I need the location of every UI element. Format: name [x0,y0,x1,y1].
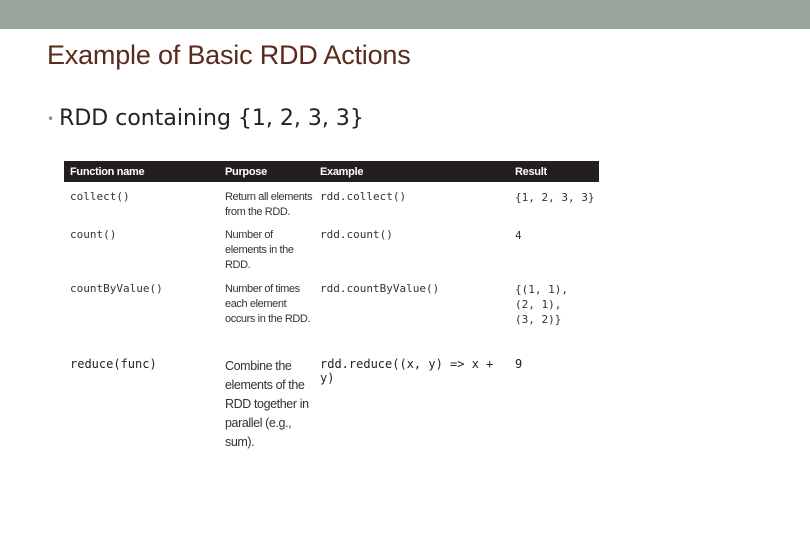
function-name-cell: collect() [70,190,130,203]
function-name-cell: countByValue() [70,282,163,295]
function-name-cell: count() [70,228,117,241]
example-cell: rdd.collect() [320,190,407,203]
result-cell: 9 [515,357,523,371]
header-result: Result [509,161,599,182]
purpose-cell: Return all elements from the RDD. [225,191,313,218]
slide-title: Example of Basic RDD Actions [47,40,411,70]
header-purpose: Purpose [219,161,314,182]
table-row [64,182,599,220]
purpose-cell: Number of elements in the RDD. [225,229,294,271]
result-cell: {1, 2, 3, 3} [515,191,595,204]
function-name-cell: reduce(func) [70,357,157,371]
example-cell: rdd.reduce((x, y) => x + y) [320,357,494,385]
example-cell: rdd.count() [320,228,393,241]
bullet-point [47,106,364,131]
table-row [64,349,599,452]
table-row [64,220,599,274]
result-cell: {(1, 1), (2, 1), (3, 2)} [515,283,568,326]
header-function-name: Function name [64,161,219,182]
table-header-row [64,161,599,182]
bullet-dot-icon: • [47,112,55,126]
example-cell: rdd.countByValue() [320,282,440,295]
bullet-text: RDD containing {1, 2, 3, 3} [59,106,364,131]
top-banner [0,0,810,29]
result-cell: 4 [515,229,522,242]
purpose-cell: Combine the elements of the RDD together in parallel (e.g., sum). [225,359,309,449]
table-row [64,274,599,349]
header-example: Example [314,161,509,182]
rdd-actions-table [64,161,599,452]
purpose-cell: Number of times each element occurs in the RDD. [225,283,311,325]
